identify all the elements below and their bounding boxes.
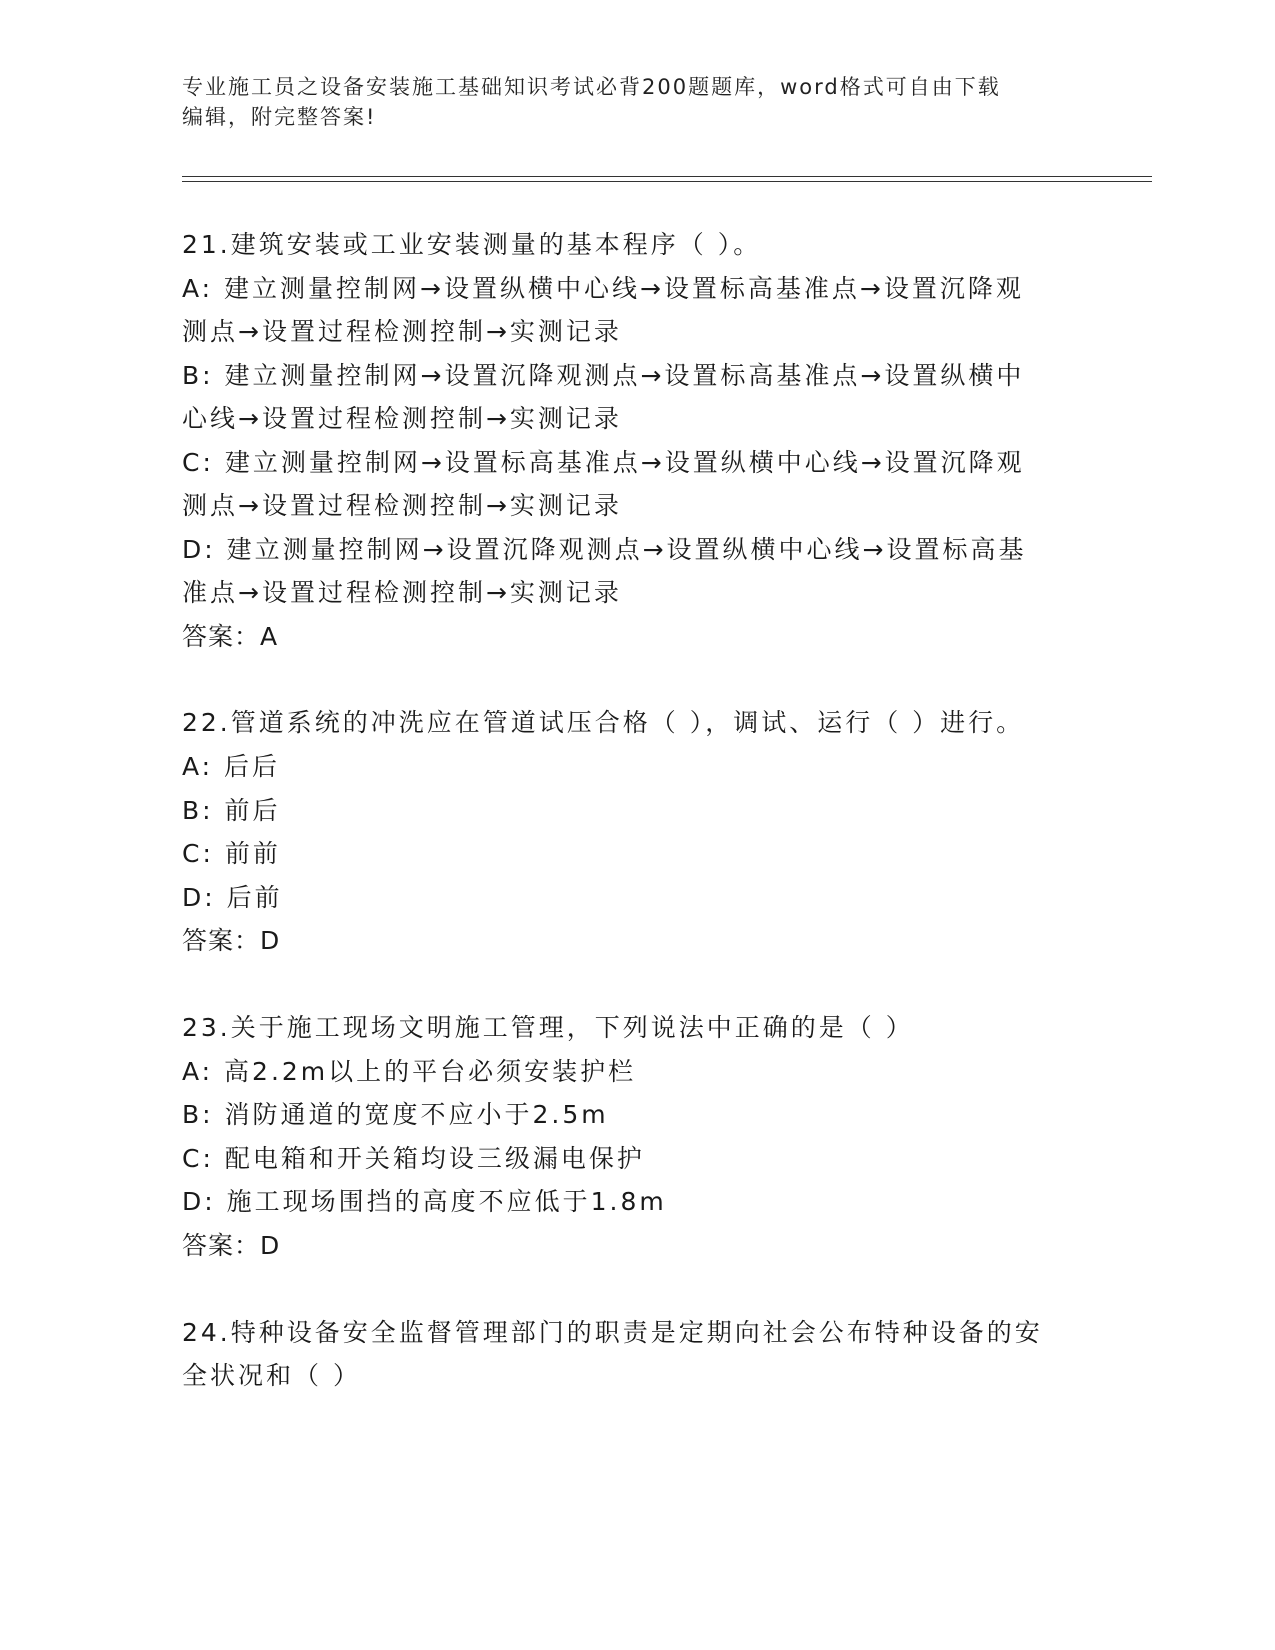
question-23-answer: 答案：D <box>182 1231 281 1260</box>
question-24-stem-cont: 全状况和（ ） <box>182 1361 361 1390</box>
question-21-option-a: A: 建立测量控制网→设置纵横中心线→设置标高基准点→设置沉降观 <box>182 274 1024 303</box>
question-21-option-c: C: 建立测量控制网→设置标高基准点→设置纵横中心线→设置沉降观 <box>182 448 1025 477</box>
question-22-option-d: D: 后前 <box>182 883 283 912</box>
question-22-answer: 答案：D <box>182 926 281 955</box>
question-21-answer: 答案：A <box>182 622 279 651</box>
question-23-option-c: C: 配电箱和开关箱均设三级漏电保护 <box>182 1144 645 1173</box>
question-22-option-c: C: 前前 <box>182 839 281 868</box>
question-23-stem: 23.关于施工现场文明施工管理，下列说法中正确的是（ ） <box>182 1013 914 1042</box>
header-line-1: 专业施工员之设备安装施工基础知识考试必背200题题库，word格式可自由下载 <box>182 75 1001 99</box>
header-divider-top <box>182 176 1152 177</box>
question-23-option-a: A: 高2.2m以上的平台必须安装护栏 <box>182 1057 637 1086</box>
question-23-option-b: B: 消防通道的宽度不应小于2.5m <box>182 1100 609 1129</box>
header-line-2: 编辑，附完整答案! <box>182 105 377 129</box>
document-header <box>182 72 1062 132</box>
question-22-option-b: B: 前后 <box>182 796 281 825</box>
question-21-option-b-cont: 心线→设置过程检测控制→实测记录 <box>182 404 622 433</box>
question-22-option-a: A: 后后 <box>182 752 281 781</box>
header-divider-bottom <box>182 181 1152 182</box>
question-21-option-c-cont: 测点→设置过程检测控制→实测记录 <box>182 491 622 520</box>
question-22-stem: 22.管道系统的冲洗应在管道试压合格（ ），调试、运行（ ）进行。 <box>182 708 1025 737</box>
question-21-option-b: B: 建立测量控制网→设置沉降观测点→设置标高基准点→设置纵横中 <box>182 361 1025 390</box>
question-21-option-d: D: 建立测量控制网→设置沉降观测点→设置纵横中心线→设置标高基 <box>182 535 1027 564</box>
question-23-option-d: D: 施工现场围挡的高度不应低于1.8m <box>182 1187 667 1216</box>
question-21-stem: 21.建筑安装或工业安装测量的基本程序（ ）。 <box>182 230 762 259</box>
question-21-option-d-cont: 准点→设置过程检测控制→实测记录 <box>182 578 622 607</box>
question-21-option-a-cont: 测点→设置过程检测控制→实测记录 <box>182 317 622 346</box>
question-24-stem: 24.特种设备安全监督管理部门的职责是定期向社会公布特种设备的安 <box>182 1318 1043 1347</box>
